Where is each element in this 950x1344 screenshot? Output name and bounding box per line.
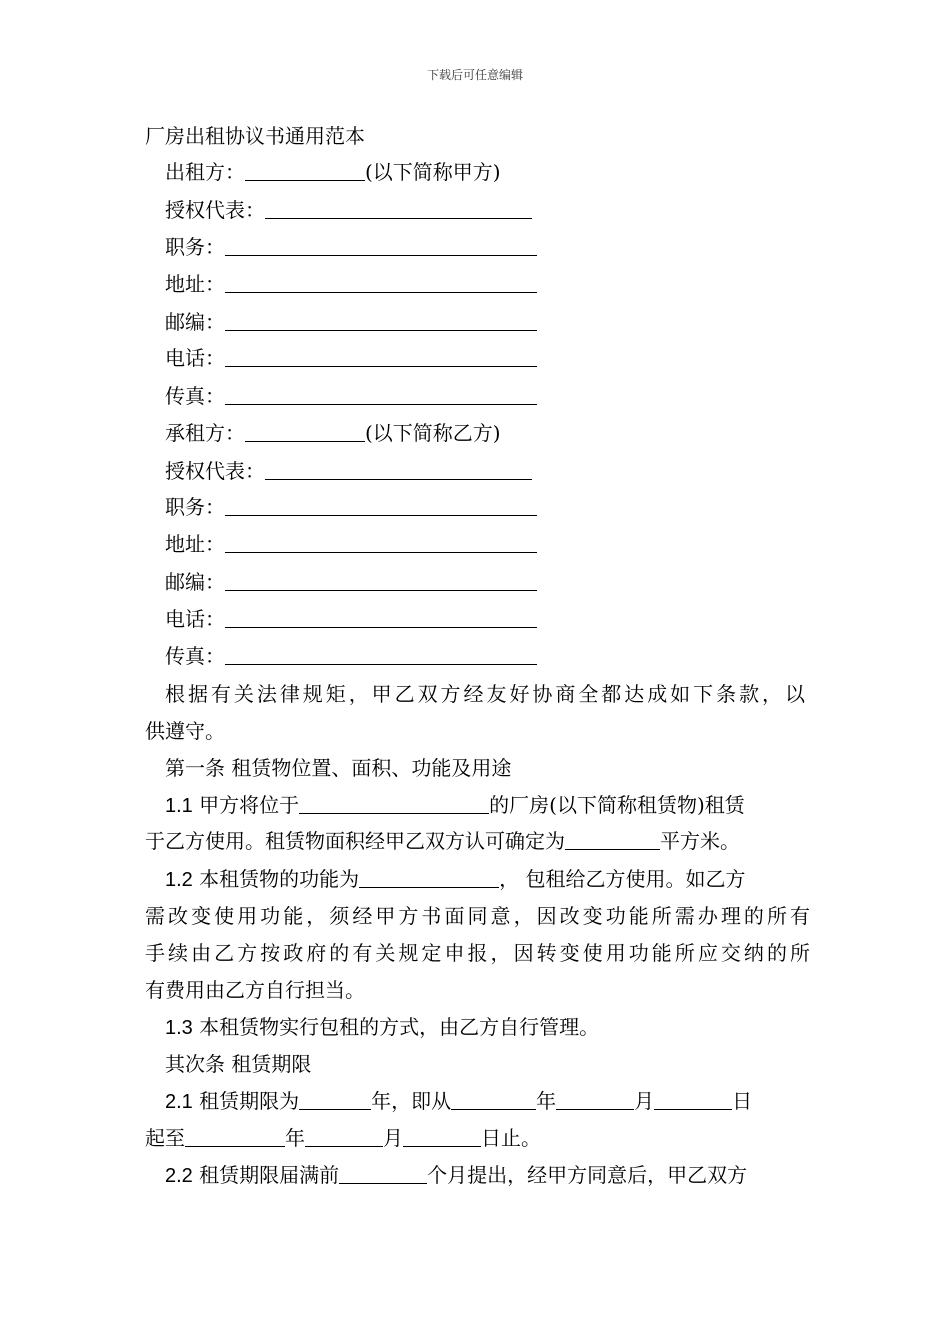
clause-text: 的厂房(以下简称租赁物)租赁 [489,793,745,817]
postcode-blank[interactable] [225,310,537,331]
clause-2-1-line-1 [165,1089,805,1114]
party-a-rep-row [165,198,830,222]
party-a-position-row [165,235,830,259]
address-label: 地址： [165,532,225,556]
postcode-blank[interactable] [225,570,537,591]
postcode-label: 邮编： [165,570,225,594]
fax-label: 传真： [165,384,225,408]
address-blank[interactable] [225,532,537,553]
clause-1-1-line-2 [145,829,810,853]
phone-blank[interactable] [225,607,537,628]
end-day-blank[interactable] [403,1126,481,1147]
party-b-rep-row [165,459,830,483]
party-b-fax-row [165,644,830,668]
article-1-heading: 第一条 租赁物位置、面积、功能及用途 [165,756,512,780]
party-b-phone-row [165,607,830,631]
start-month-blank[interactable] [556,1089,634,1110]
start-day-blank[interactable] [654,1089,732,1110]
party-a-fax-row [165,384,830,408]
clause-number: 2.1 [165,1091,193,1113]
phone-blank[interactable] [225,346,537,367]
party-a-address-row [165,272,830,296]
clause-text: 于乙方使用。租赁物面积经甲乙双方认可确定为 [145,829,565,853]
clause-1-2-line-3: 手续由乙方按政府的有关规定申报，因转变使用功能所应交纳的所 [145,941,810,965]
clause-2-2-line-1 [165,1163,805,1188]
lessee-blank[interactable] [245,421,365,442]
party-a-postcode-row [165,310,830,334]
party-b-position-row [165,495,830,519]
lessor-suffix: (以下简称甲方) [365,160,501,184]
notice-months-blank[interactable] [339,1163,427,1184]
clause-1-3 [165,1015,830,1040]
party-b-address-row [165,532,830,556]
clause-text: 个月提出，经甲方同意后，甲乙双方 [427,1163,748,1187]
address-blank[interactable] [225,272,537,293]
position-blank[interactable] [225,495,537,516]
rep-blank[interactable] [265,459,532,480]
phone-label: 电话： [165,607,225,631]
clause-text: 起至 [145,1126,185,1150]
rep-label: 授权代表： [165,198,265,222]
clause-text: 本租赁物的功能为 [192,867,360,891]
clause-text: 租赁期限届满前 [192,1163,340,1187]
clause-1-2-line-1 [165,867,805,892]
term-years-blank[interactable] [299,1089,371,1110]
clause-1-2-line-2: 需改变使用功能，须经甲方书面同意，因改变功能所需办理的所有 [145,904,810,928]
clause-text: 月 [383,1126,403,1150]
clause-text: 年，即从 [371,1089,452,1113]
clause-text: 年 [285,1126,305,1150]
lessee-suffix: (以下简称乙方) [365,421,501,445]
preamble-line-2: 供遵守。 [145,719,225,743]
function-blank[interactable] [359,867,499,888]
postcode-label: 邮编： [165,310,225,334]
document-title: 厂房出租协议书通用范本 [145,124,365,148]
lessor-blank[interactable] [245,160,365,181]
position-label: 职务： [165,495,225,519]
position-blank[interactable] [225,235,537,256]
clause-1-2-line-4: 有费用由乙方自行担当。 [145,978,365,1002]
fax-blank[interactable] [225,644,537,665]
clause-1-1-line-1 [165,793,805,818]
phone-label: 电话： [165,346,225,370]
party-b-postcode-row [165,570,830,594]
party-b-lessee-row [165,421,830,445]
end-month-blank[interactable] [305,1126,383,1147]
lessor-label: 出租方： [165,160,245,184]
clause-text: 月 [634,1089,655,1113]
party-a-lessor-row [165,160,830,184]
start-year-blank[interactable] [451,1089,536,1110]
position-label: 职务： [165,235,225,259]
area-blank[interactable] [565,829,660,850]
end-year-blank[interactable] [185,1126,285,1147]
clause-text: 日止。 [481,1126,541,1150]
fax-label: 传真： [165,644,225,668]
header-note: 下载后可任意编辑 [426,68,523,82]
fax-blank[interactable] [225,384,537,405]
article-2-heading: 其次条 租赁期限 [165,1052,312,1076]
clause-number: 2.2 [165,1165,193,1187]
lessee-label: 承租方： [165,421,245,445]
clause-text: 本租赁物实行包租的方式，由乙方自行管理。 [192,1015,600,1039]
clause-number: 1.3 [165,1017,193,1039]
clause-number: 1.2 [165,869,193,891]
clause-text: 日 [732,1089,753,1113]
clause-number: 1.1 [165,795,193,817]
rep-label: 授权代表： [165,459,265,483]
preamble-line-1: 根据有关法律规矩，甲乙双方经友好协商全都达成如下条款，以 [165,682,805,706]
party-a-phone-row [165,346,830,370]
clause-text: 租赁期限为 [192,1089,300,1113]
rep-blank[interactable] [265,198,532,219]
location-blank[interactable] [299,793,489,814]
clause-text: ， 包租给乙方使用。如乙方 [499,867,746,891]
clause-text: 年 [536,1089,557,1113]
address-label: 地址： [165,272,225,296]
clause-text: 平方米。 [660,829,740,853]
clause-text: 甲方将位于 [192,793,300,817]
clause-2-1-line-2 [145,1126,810,1150]
